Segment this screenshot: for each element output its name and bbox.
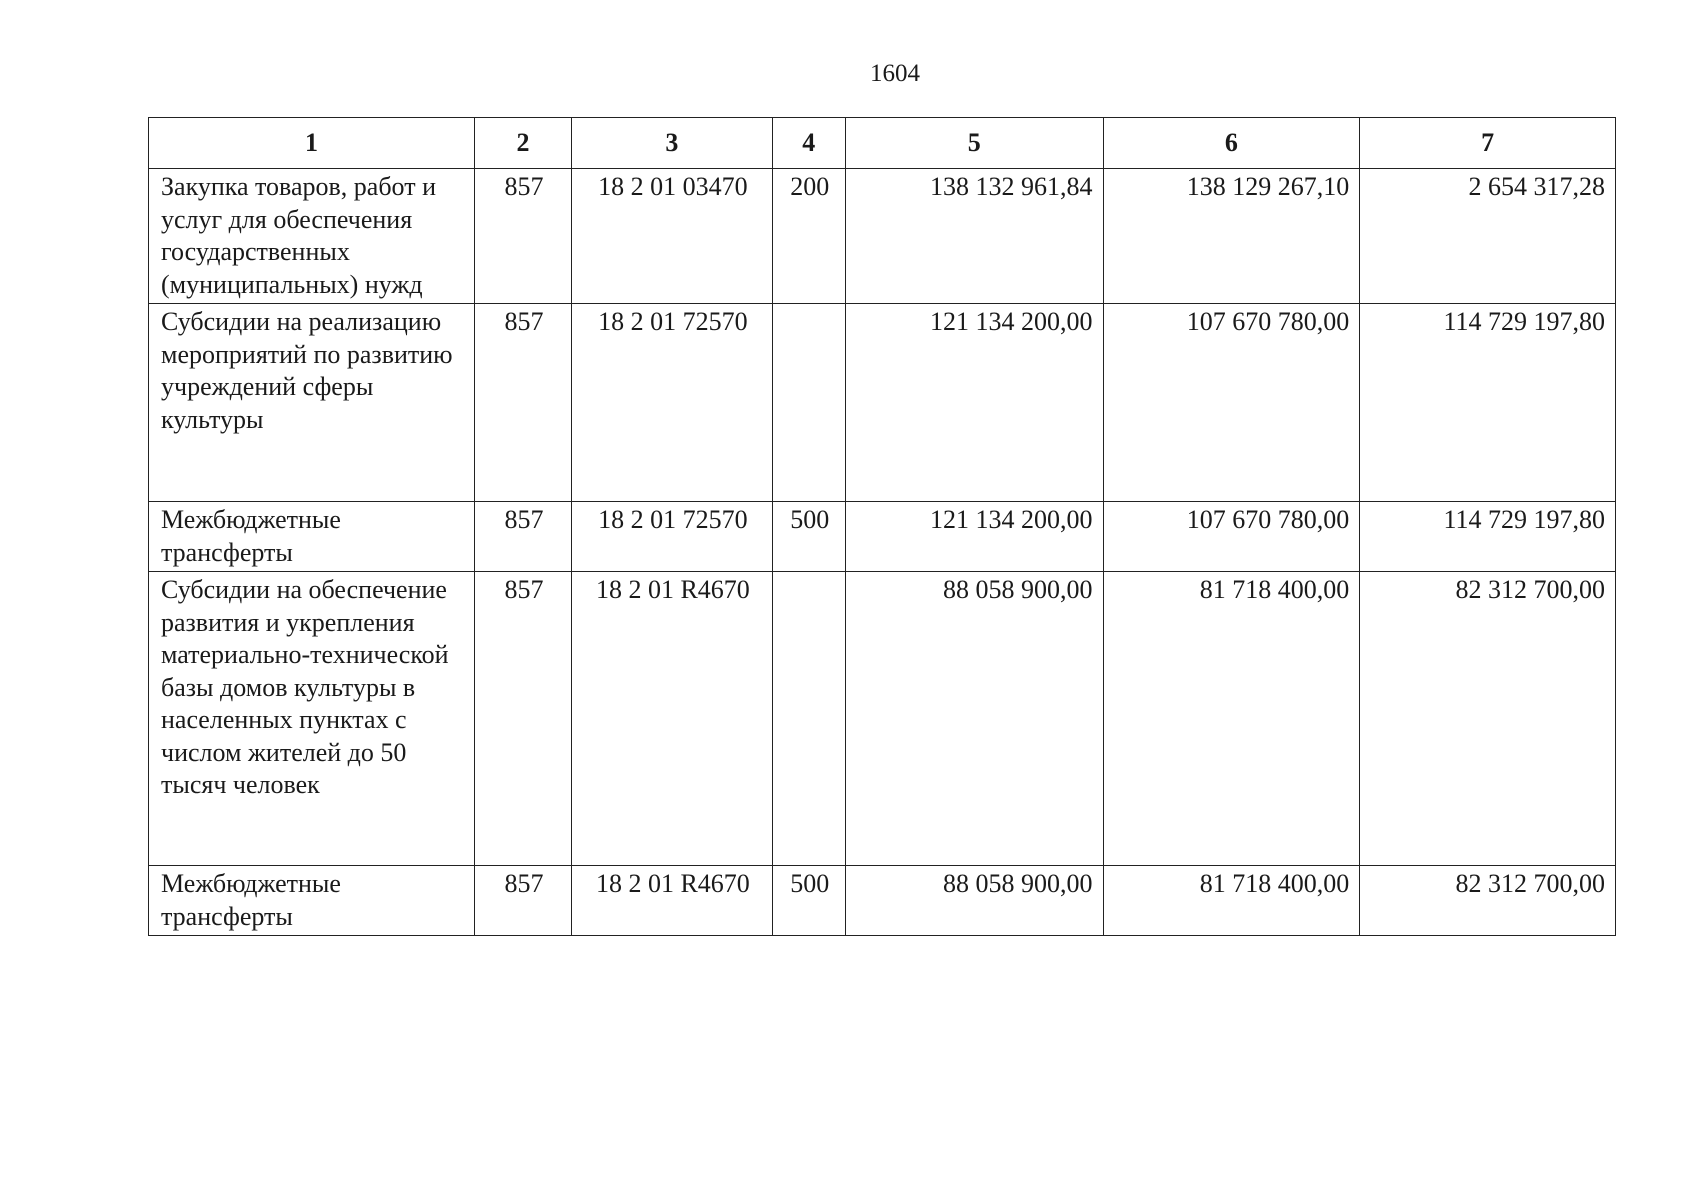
- row-amount: 138 129 267,10: [1103, 169, 1360, 304]
- column-header: 6: [1103, 118, 1360, 169]
- row-amount: 114 729 197,80: [1360, 502, 1616, 572]
- table-row: [149, 169, 1616, 304]
- row-expense-type: 500: [772, 866, 845, 936]
- table-row: [149, 502, 1616, 572]
- row-amount: 88 058 900,00: [845, 866, 1103, 936]
- row-description: Закупка товаров, работ и услуг для обеспечения государственных (муниципальных) нужд: [149, 169, 475, 304]
- header-row: [149, 118, 1616, 169]
- row-amount: 114 729 197,80: [1360, 304, 1616, 502]
- row-code: 857: [474, 304, 571, 502]
- row-amount: 121 134 200,00: [845, 502, 1103, 572]
- row-description: Межбюджетные трансферты: [149, 866, 475, 936]
- row-expense-type: [772, 304, 845, 502]
- row-amount: 2 654 317,28: [1360, 169, 1616, 304]
- row-amount: 81 718 400,00: [1103, 866, 1360, 936]
- column-header: 4: [772, 118, 845, 169]
- row-expense-type: 200: [772, 169, 845, 304]
- row-code: 857: [474, 169, 571, 304]
- row-code: 857: [474, 866, 571, 936]
- row-target-article: 18 2 01 72570: [572, 502, 773, 572]
- budget-table: [148, 117, 1616, 936]
- row-target-article: 18 2 01 03470: [572, 169, 773, 304]
- row-target-article: 18 2 01 R4670: [572, 866, 773, 936]
- table-body: [149, 169, 1616, 936]
- row-expense-type: 500: [772, 502, 845, 572]
- row-amount: 107 670 780,00: [1103, 304, 1360, 502]
- row-expense-type: [772, 572, 845, 866]
- row-amount: 82 312 700,00: [1360, 572, 1616, 866]
- row-description: Субсидии на обеспечение развития и укрепления материально-технической базы домов культуры в населенных пунктах с числом жителей до 50 тысяч человек: [149, 572, 475, 866]
- row-amount: 107 670 780,00: [1103, 502, 1360, 572]
- row-amount: 81 718 400,00: [1103, 572, 1360, 866]
- table-row: [149, 866, 1616, 936]
- row-amount: 138 132 961,84: [845, 169, 1103, 304]
- row-amount: 121 134 200,00: [845, 304, 1103, 502]
- table-row: [149, 572, 1616, 866]
- column-header: 3: [572, 118, 773, 169]
- column-header: 1: [149, 118, 475, 169]
- row-amount: 82 312 700,00: [1360, 866, 1616, 936]
- page-number: 1604: [870, 60, 920, 87]
- table-row: [149, 304, 1616, 502]
- table-header: [149, 118, 1616, 169]
- row-code: 857: [474, 502, 571, 572]
- row-amount: 88 058 900,00: [845, 572, 1103, 866]
- column-header: 5: [845, 118, 1103, 169]
- row-description: Субсидии на реализацию мероприятий по развитию учреждений сферы культуры: [149, 304, 475, 502]
- row-description: Межбюджетные трансферты: [149, 502, 475, 572]
- row-code: 857: [474, 572, 571, 866]
- column-header: 2: [474, 118, 571, 169]
- row-target-article: 18 2 01 72570: [572, 304, 773, 502]
- row-target-article: 18 2 01 R4670: [572, 572, 773, 866]
- column-header: 7: [1360, 118, 1616, 169]
